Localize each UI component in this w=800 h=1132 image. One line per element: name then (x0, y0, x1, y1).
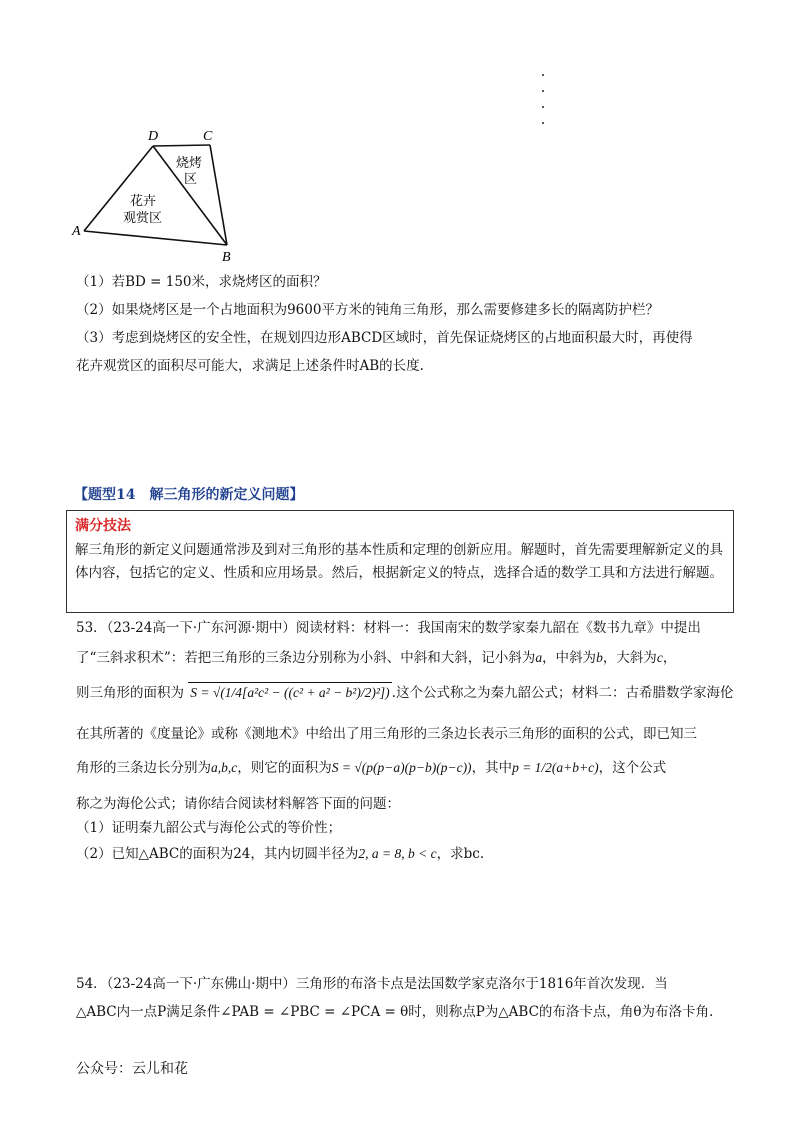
var-a: a (535, 650, 543, 665)
edge-DC (153, 145, 210, 146)
q53-part-1: （1）证明秦九韶公式与海伦公式的等价性； (76, 820, 342, 836)
region-label-flower: 花卉 (130, 194, 157, 209)
q53-text: ，求bc. (436, 846, 485, 862)
var-b: b (596, 650, 603, 665)
part2-condition: 2, a = 8, b < c (358, 846, 437, 861)
heron-formula: S = √(p(p−a)(p−b)(p−c)) (331, 760, 472, 775)
q53-part-2 (76, 844, 484, 864)
vertex-label-D: D (148, 129, 159, 144)
q53-text: ，其中 (471, 760, 513, 776)
q53-text: 了“三斜求积术”：若把三角形的三条边分别称为小斜、中斜和大斜，记小斜为 (76, 650, 536, 666)
q53-line-6: 称之为海伦公式；请你结合阅读材料解答下面的问题： (76, 796, 400, 812)
q53-text: ，这个公式 (598, 760, 667, 776)
var-c: c (656, 650, 663, 665)
q53-line-5 (76, 758, 666, 778)
q53-text: ， (662, 650, 677, 666)
margin-dot (542, 74, 544, 76)
vertex-label-A: A (72, 224, 81, 239)
margin-dot (542, 90, 544, 92)
q54-line-1: 54．（23-24高一下·广东佛山·期中）三角形的布洛卡点是法国数学家克洛尔于1816年首次发现．当 (76, 976, 668, 992)
q53-text: ，大斜为 (602, 650, 657, 666)
q52-part-3: （3）考虑到烧烤区的安全性，在规划四边形ABCD区域时，首先保证烧烤区的占地面积最大时，再使得 (76, 330, 693, 346)
section-heading: 【题型14 解三角形的新定义问题】 (74, 487, 304, 503)
q53-line-1: 53．（23-24高一下·广东河源·期中）阅读材料：材料一：我国南宋的数学家秦九韶在《数书九章》中提出 (76, 620, 701, 636)
quadrilateral-figure (60, 125, 250, 265)
region-label-bbq: 烧烤 (176, 156, 203, 171)
q53-text: ，则它的面积为 (237, 760, 332, 776)
q53-text: .这个公式称之为秦九韶公式；材料二：古希腊数学家海伦 (391, 685, 734, 701)
margin-dot (542, 122, 544, 124)
q54-line-2: △ABC内一点P满足条件∠PAB = ∠PBC = ∠PCA = θ时，则称点P为△ABC的布洛卡点，角θ为布洛卡角. (76, 1004, 714, 1020)
region-label-flower: 观赏区 (123, 211, 163, 226)
q53-line-3 (76, 682, 733, 703)
tips-text: 解三角形的新定义问题通常涉及到对三角形的基本性质和定理的创新应用。解题时，首先需要理解新定义的具体内容，包括它的定义、性质和应用场景。然后，根据新定义的特点，选择合适的数学工具和方法进行解题。 (75, 542, 723, 581)
edge-AB (84, 231, 227, 245)
q53-text: 则三角形的面积为 (76, 685, 184, 701)
footer-account: 公众号：云儿和花 (76, 1061, 188, 1077)
q52-part-2: （2）如果烧烤区是一个占地面积为9600平方米的钝角三角形，那么需要修建多长的隔离防护栏？ (76, 302, 659, 318)
margin-dot (542, 106, 544, 108)
edge-CB (210, 145, 227, 245)
q53-text: （2）已知△ABC的面积为24，其内切圆半径为 (76, 846, 359, 862)
p-formula: p = 1/2(a+b+c) (512, 760, 599, 775)
q53-line-2 (76, 648, 676, 668)
qin-formula: S = √(1/4[a²c² − ((c² + a² − b²)/2)²]) (188, 682, 391, 703)
q53-line-4: 在其所著的《度量论》或称《测地术》中给出了用三角形的三条边长表示三角形的面积的公式，即已知三 (76, 726, 697, 742)
tips-title: 满分技法 (75, 518, 131, 534)
q52-part-1: （1）若BD = 150米，求烧烤区的面积？ (76, 274, 327, 290)
q53-text: 角形的三条边长分别为 (76, 760, 211, 776)
vertex-label-C: C (203, 129, 213, 144)
tips-box (66, 510, 734, 613)
vertex-label-B: B (222, 250, 231, 265)
q53-text: ，中斜为 (542, 650, 597, 666)
q52-part-3-cont: 花卉观赏区的面积尽可能大，求满足上述条件时AB的长度. (76, 358, 424, 374)
region-label-bbq: 区 (184, 172, 198, 187)
sides: a,b,c (211, 760, 238, 775)
